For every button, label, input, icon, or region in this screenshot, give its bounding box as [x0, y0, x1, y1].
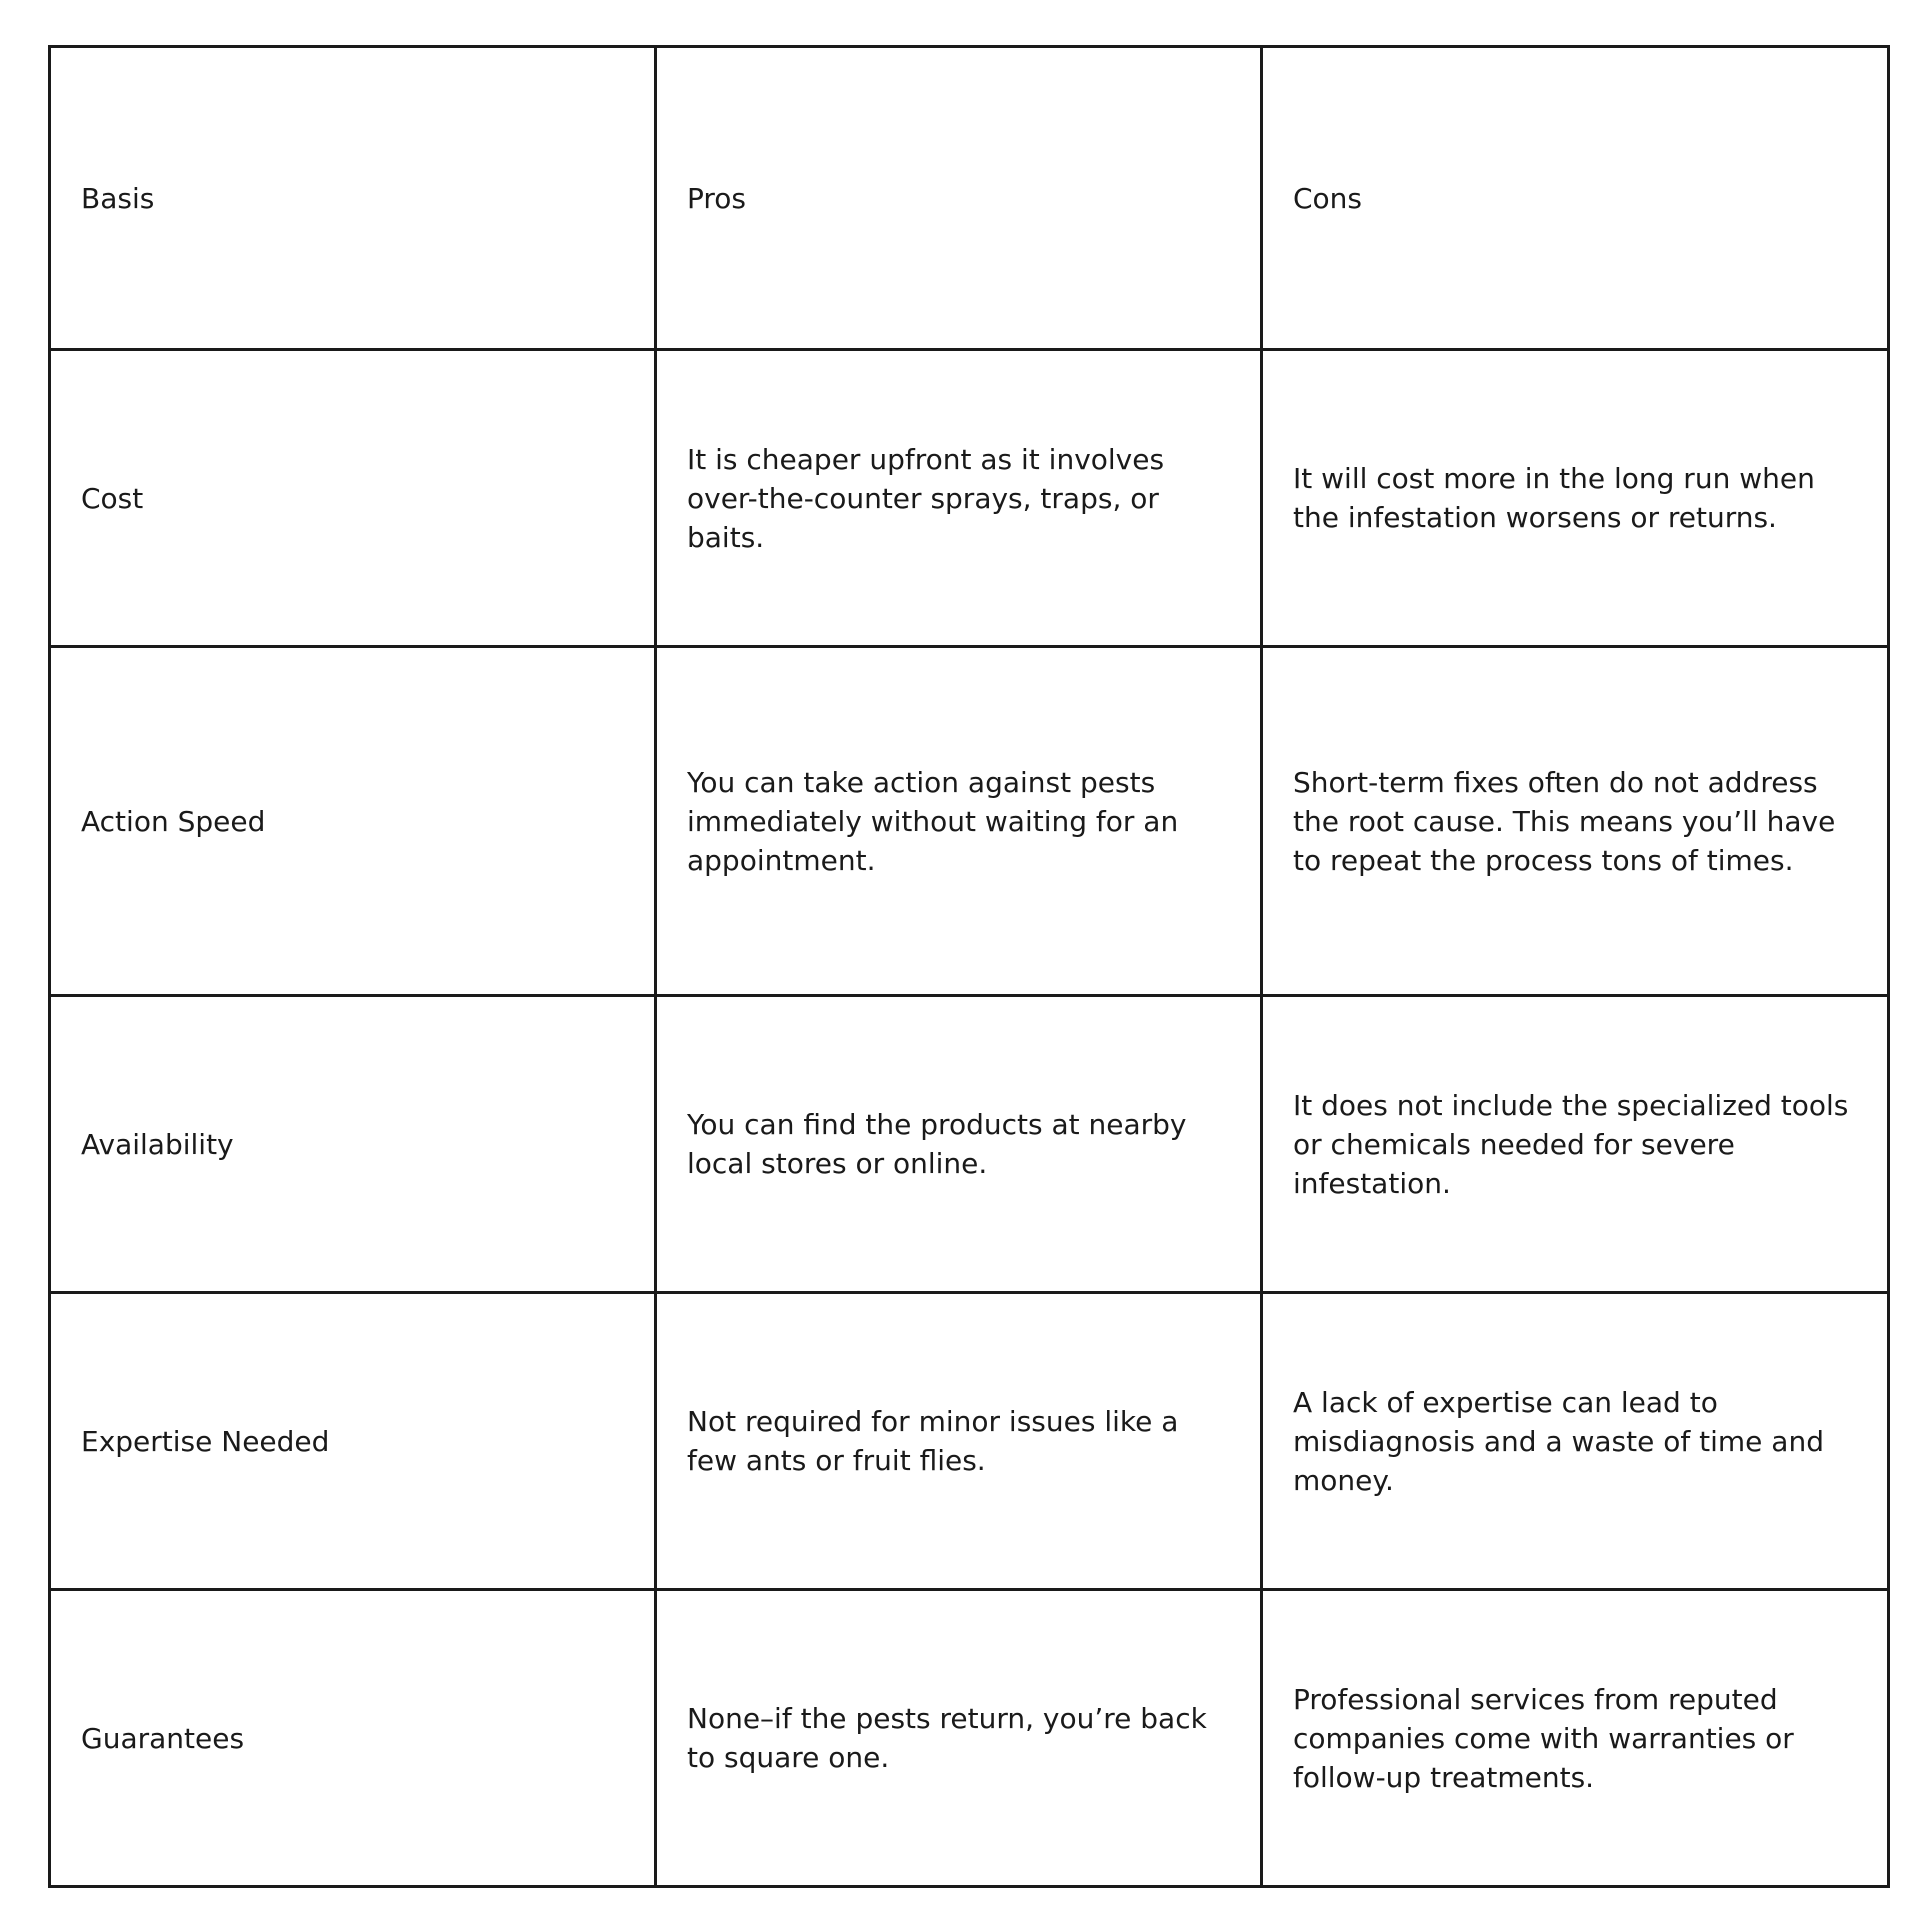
cell-cons: It does not include the specialized tools or chemicals needed for severe infestation.	[1262, 996, 1889, 1293]
table-row	[50, 350, 1889, 647]
cell-basis: Guarantees	[50, 1590, 656, 1887]
cell-cons: Professional services from reputed companies come with warranties or follow-up treatments.	[1262, 1590, 1889, 1887]
pros-cons-table	[48, 45, 1890, 1888]
header-basis: Basis	[50, 47, 656, 350]
header-pros: Pros	[656, 47, 1262, 350]
table-row	[50, 1590, 1889, 1887]
cell-basis: Expertise Needed	[50, 1293, 656, 1590]
header-cons: Cons	[1262, 47, 1889, 350]
cell-basis: Cost	[50, 350, 656, 647]
cell-basis: Availability	[50, 996, 656, 1293]
cell-pros: Not required for minor issues like a few ants or fruit flies.	[656, 1293, 1262, 1590]
table-header-row	[50, 47, 1889, 350]
comparison-table-container	[48, 45, 1887, 1888]
table-row	[50, 647, 1889, 996]
cell-cons: A lack of expertise can lead to misdiagnosis and a waste of time and money.	[1262, 1293, 1889, 1590]
cell-pros: You can take action against pests immediately without waiting for an appointment.	[656, 647, 1262, 996]
cell-basis: Action Speed	[50, 647, 656, 996]
cell-cons: It will cost more in the long run when the infestation worsens or returns.	[1262, 350, 1889, 647]
cell-pros: It is cheaper upfront as it involves over-the-counter sprays, traps, or baits.	[656, 350, 1262, 647]
table-row	[50, 1293, 1889, 1590]
table-row	[50, 996, 1889, 1293]
cell-cons: Short-term fixes often do not address the root cause. This means you’ll have to repeat the process tons of times.	[1262, 647, 1889, 996]
cell-pros: You can find the products at nearby local stores or online.	[656, 996, 1262, 1293]
cell-pros: None–if the pests return, you’re back to square one.	[656, 1590, 1262, 1887]
